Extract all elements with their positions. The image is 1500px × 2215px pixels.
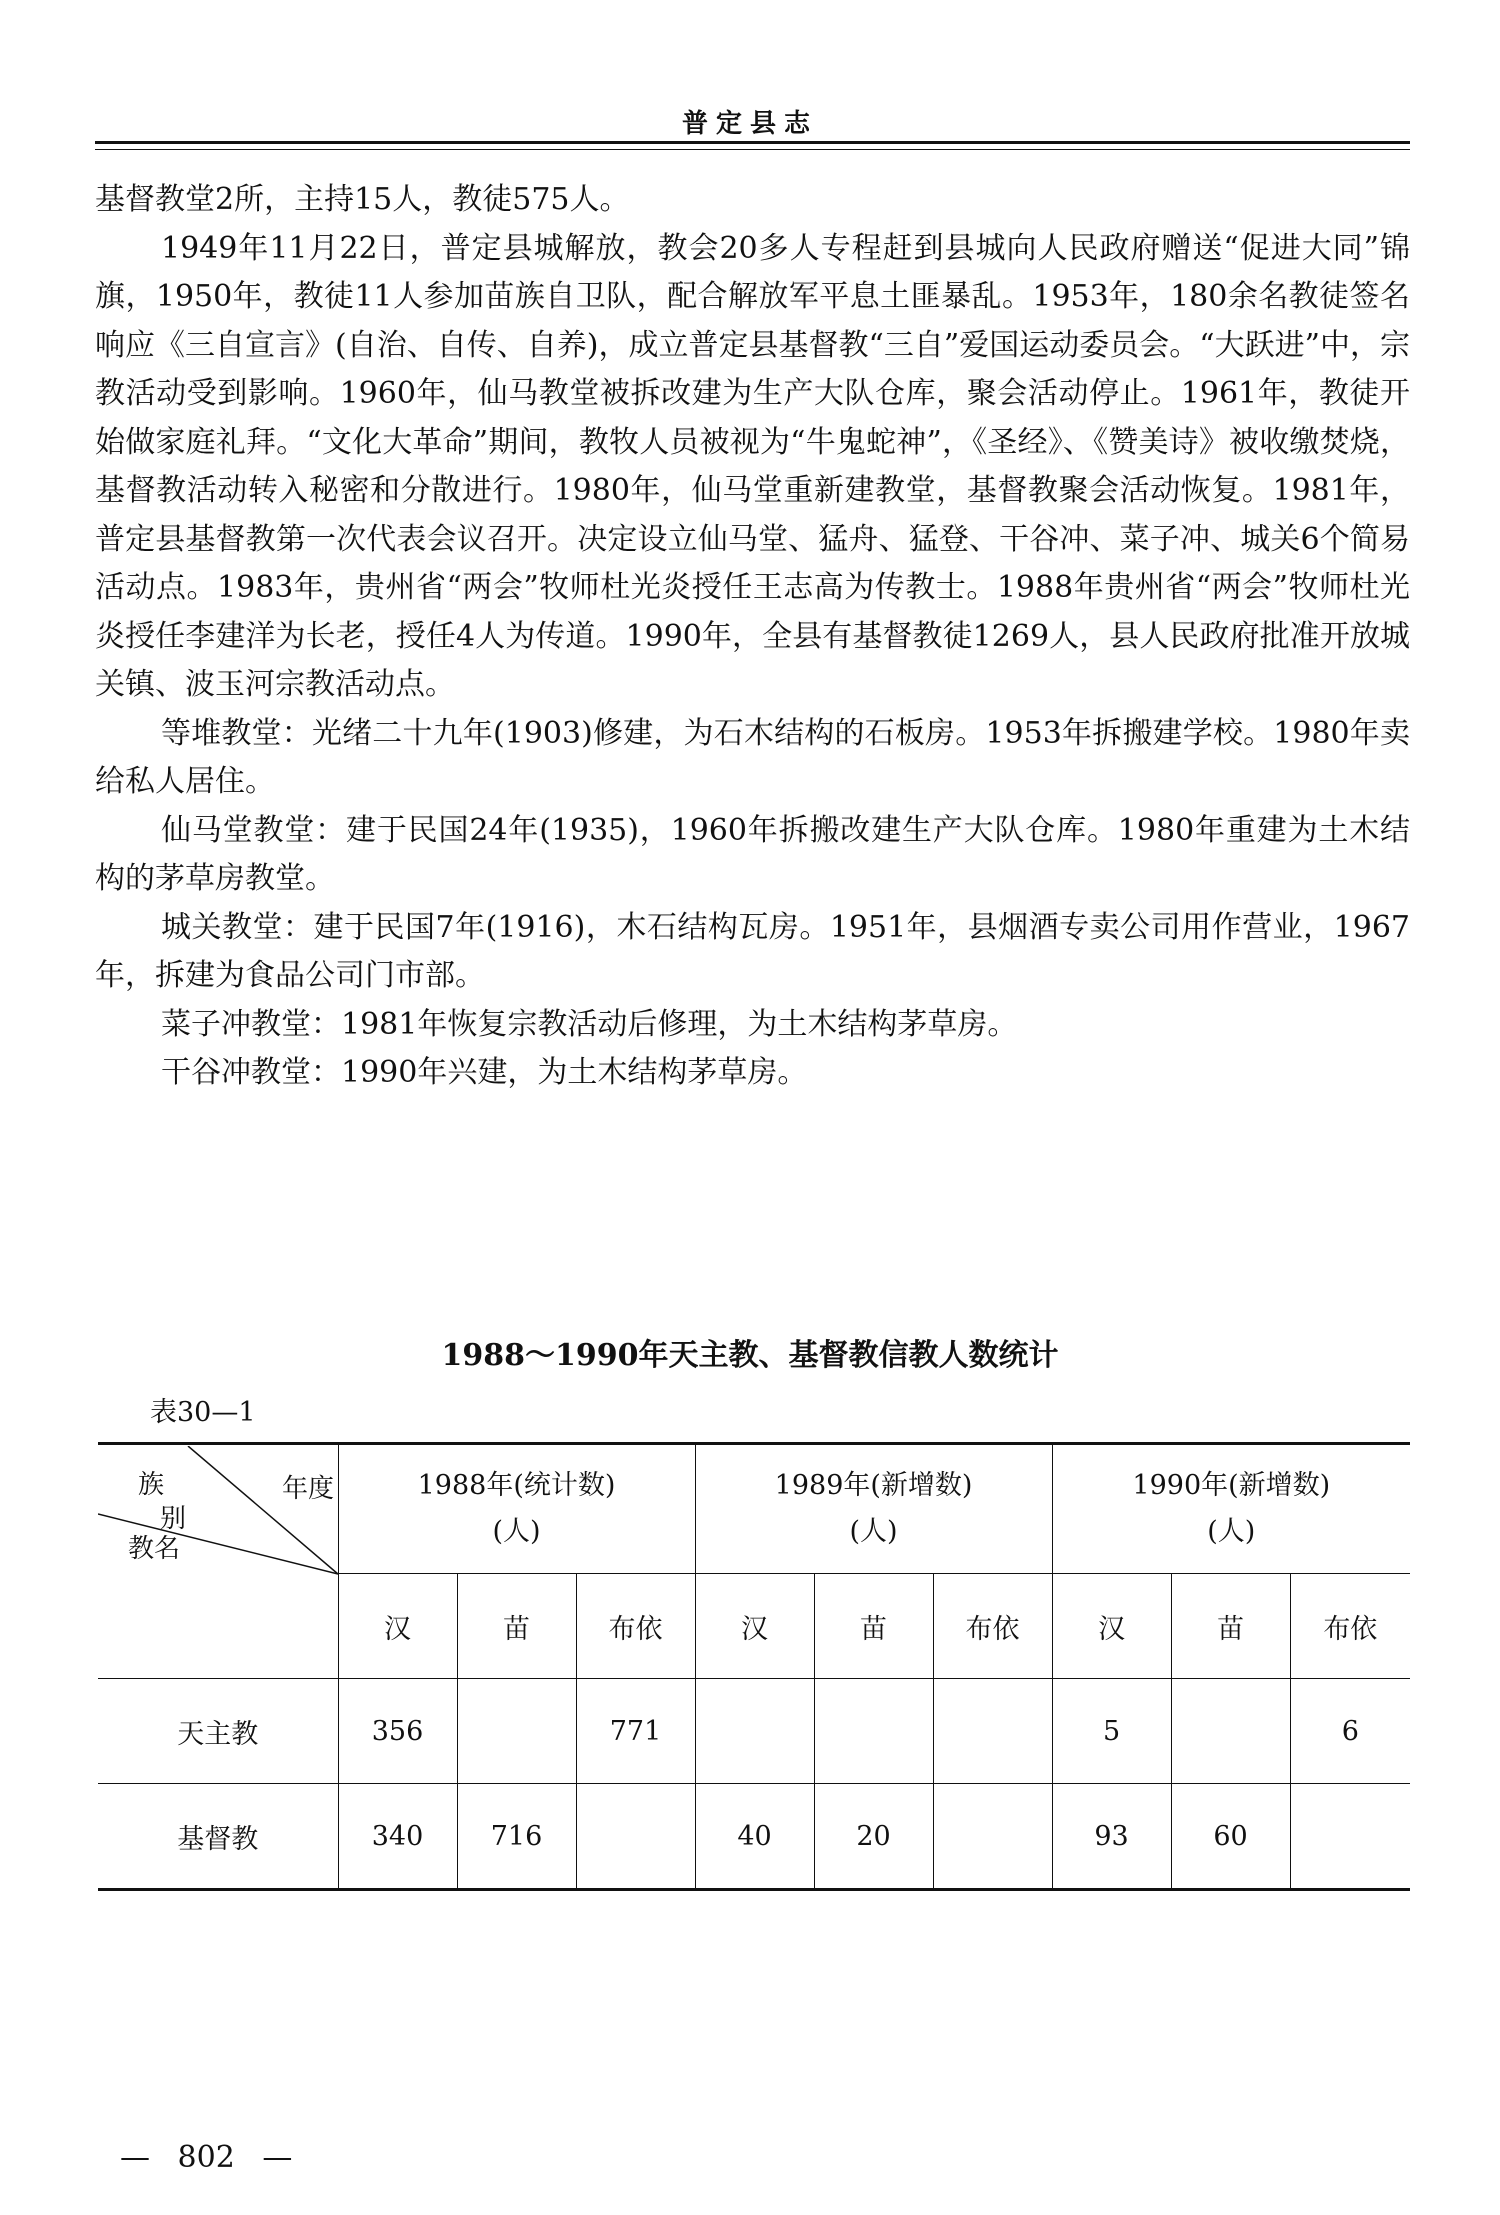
religion-name: 基督教	[98, 1784, 338, 1890]
page-number: 802	[177, 2140, 235, 2175]
paragraph: 仙马堂教堂：建于民国24年(1935)，1960年拆搬改建生产大队仓库。1980年重建为土木结构的茅草房教堂。	[95, 812, 1410, 896]
ethnic-header: 布依	[933, 1574, 1052, 1679]
table-cell	[576, 1784, 695, 1890]
paragraph: 基督教堂2所，主持15人，教徒575人。	[95, 182, 630, 217]
page-footer	[120, 2140, 292, 2175]
ethnic-header: 汉	[1052, 1574, 1171, 1679]
table-title: 1988～1990年天主教、基督教信教人数统计	[441, 1338, 1059, 1373]
body-text	[95, 176, 1410, 1098]
ethnic-header: 汉	[695, 1574, 814, 1679]
table-cell	[1171, 1679, 1290, 1784]
corner-ethnic-label: 族	[138, 1469, 165, 1500]
header-rule-thin	[95, 149, 1410, 150]
table-cell: 93	[1052, 1784, 1171, 1890]
year-label: 1990年(新增数)	[1132, 1470, 1331, 1501]
page-header-title: 普定县志	[681, 109, 818, 139]
table-cell: 60	[1171, 1784, 1290, 1890]
table-cell: 40	[695, 1784, 814, 1890]
table-cell	[695, 1679, 814, 1784]
footer-dash-right: —	[262, 2140, 293, 2175]
table-cell: 20	[814, 1784, 933, 1890]
table-cell	[933, 1784, 1052, 1890]
year-header-1990	[1052, 1444, 1410, 1574]
table-row	[98, 1784, 1410, 1890]
table-cell: 771	[576, 1679, 695, 1784]
religion-name: 天主教	[98, 1679, 338, 1784]
ethnic-header: 苗	[457, 1574, 576, 1679]
table-cell: 356	[338, 1679, 457, 1784]
ethnic-header: 布依	[1290, 1574, 1410, 1679]
paragraph: 菜子冲教堂：1981年恢复宗教活动后修理，为土木结构茅草房。	[161, 1006, 1018, 1042]
year-header-1988	[338, 1444, 695, 1574]
footer-dash-left: —	[120, 2140, 150, 2175]
header-rule-thick	[95, 141, 1410, 144]
year-label: 1988年(统计数)	[417, 1470, 616, 1501]
ethnic-header: 苗	[1171, 1574, 1290, 1679]
year-label: 1989年(新增数)	[774, 1470, 973, 1501]
paragraph: 城关教堂：建于民国7年(1916)，木石结构瓦房。1951年，县烟酒专卖公司用作营业，1967年，拆建为食品公司门市部。	[95, 909, 1410, 993]
paragraph: 等堆教堂：光绪二十九年(1903)修建，为石木结构的石板房。1953年拆搬建学校。1980年卖给私人居住。	[95, 715, 1410, 799]
table-cell: 716	[457, 1784, 576, 1890]
statistics-table	[98, 1442, 1410, 1891]
corner-ethnic-label: 别	[160, 1503, 187, 1534]
year-header-1989	[695, 1444, 1052, 1574]
table-cell	[933, 1679, 1052, 1784]
year-unit: (人)	[492, 1516, 541, 1547]
table-cell: 5	[1052, 1679, 1171, 1784]
table-row	[98, 1679, 1410, 1784]
table-cell	[814, 1679, 933, 1784]
corner-religion-label: 教名	[128, 1533, 181, 1564]
table-cell: 340	[338, 1784, 457, 1890]
year-unit: (人)	[1207, 1516, 1256, 1547]
year-unit: (人)	[849, 1516, 898, 1547]
table-corner-header	[98, 1444, 338, 1679]
ethnic-header: 汉	[338, 1574, 457, 1679]
table-cell: 6	[1290, 1679, 1410, 1784]
table-cell	[457, 1679, 576, 1784]
ethnic-header: 苗	[814, 1574, 933, 1679]
paragraph: 1949年11月22日，普定县城解放，教会20多人专程赶到县城向人民政府赠送“促进大同”锦旗，1950年，教徒11人参加苗族自卫队，配合解放军平息土匪暴乱。1953年，180余名教徒签名响应《三自宣言》(自治、自传、自养)，成立普定县基督教“三自”爱国运动委员会。“大跃进”中，宗教活动受到影响。1960年，仙马教堂被拆改建为生产大队仓库，聚会活动停止。1961年，教徒开始做家庭礼拜。“文化大革命”期间，教牧人员被视为“牛鬼蛇神”，《圣经》、《赞美诗》被收缴焚烧，基督教活动转入秘密和分散进行。1980年，仙马堂重新建教堂，基督教聚会活动恢复。1981年，普定县基督教第一次代表会议召开。决定设立仙马堂、猛舟、猛登、干谷冲、菜子冲、城关6个简易活动点。1983年，贵州省“两会”牧师杜光炎授任王志高为传教士。1988年贵州省“两会”牧师杜光炎授任李建洋为长老，授任4人为传道。1990年，全县有基督教徒1269人，县人民政府批准开放城关镇、波玉河宗教活动点。	[95, 230, 1410, 702]
table-number: 表30—1	[150, 1397, 256, 1428]
ethnic-header: 布依	[576, 1574, 695, 1679]
corner-year-label: 年度	[281, 1473, 334, 1504]
table-cell	[1290, 1784, 1410, 1890]
paragraph: 干谷冲教堂：1990年兴建，为土木结构茅草房。	[161, 1055, 808, 1090]
